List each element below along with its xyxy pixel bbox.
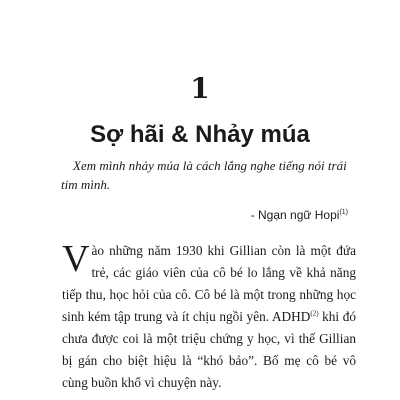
chapter-title: Sợ hãi & Nhảy múa	[90, 121, 310, 148]
epigraph-quote: Xem mình nhảy múa là cách lắng nghe tiếng nói trái tim mình.	[61, 158, 347, 192]
footnote-marker: (1)	[339, 209, 348, 216]
body-text-part-2: khi đó chưa được coi là một triệu chứng y học, vì thế Gillian bị gán cho biệt hiệu là “khó bảo”. Bố mẹ cô bé vô cùng buồn khổ vì chuyện này.	[62, 309, 356, 390]
epigraph-attribution	[251, 207, 348, 223]
attribution-text: - Ngạn ngữ Hopi	[250, 208, 340, 222]
drop-cap-letter: V	[62, 238, 90, 280]
body-text-part-1: ào những năm 1930 khi Gillian còn là một đứa trẻ, các giáo viên của cô bé lo lắng về khả năng tiếp thu, học hỏi của cô. Cô bé là một trong những học sinh kém tập trung và ít chịu ngồi yên. ADHD	[62, 243, 356, 324]
chapter-number: 1	[190, 72, 210, 105]
footnote-marker: (2)	[310, 309, 319, 318]
body-paragraph	[62, 240, 356, 394]
